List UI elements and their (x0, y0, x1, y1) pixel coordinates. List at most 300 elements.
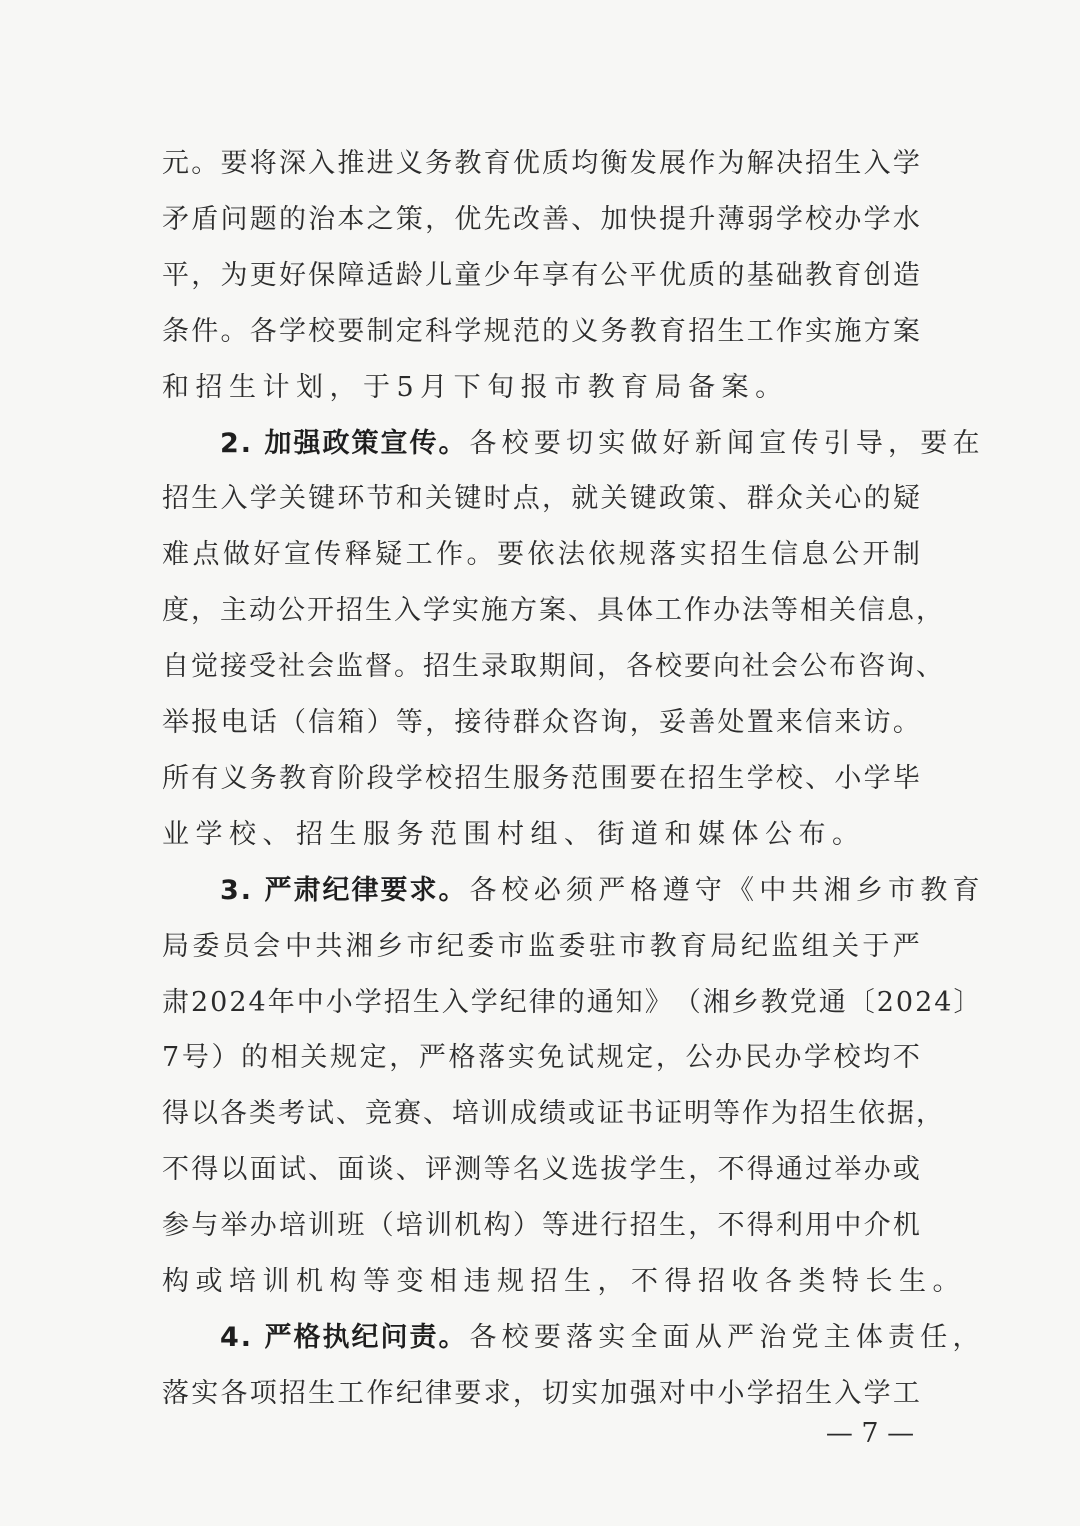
text-char: 学 (629, 1154, 659, 1186)
text-char: 障 (337, 259, 367, 291)
text-char: 与 (191, 1210, 221, 1242)
text-char: 询 (887, 651, 916, 683)
text-char: 质 (542, 148, 572, 179)
section-text: 各校要落实全面从严治党主体责任， (469, 1321, 985, 1353)
text-char: ， (916, 1098, 945, 1130)
text-char: ， (916, 595, 945, 627)
text-char: 咨 (858, 651, 887, 683)
text-char: 进 (571, 1210, 601, 1242)
text-char: 。 (220, 315, 250, 347)
text-char: 会 (253, 930, 283, 962)
text-char: 小 (325, 986, 355, 1018)
text-char: 作 (775, 315, 805, 347)
text-char: 时 (483, 483, 513, 515)
text-char: 好 (278, 259, 308, 291)
text-char: 学 (395, 762, 425, 794)
text-char: 局 (162, 930, 191, 962)
text-char: 所 (162, 762, 191, 794)
text-char: 相 (800, 595, 829, 627)
text-char: 生 (658, 1154, 688, 1186)
text-char: 将 (249, 148, 279, 179)
text-char: 定 (359, 1042, 389, 1074)
text-char: 进 (366, 148, 396, 179)
text-char: 施 (834, 315, 864, 347)
text-char: 息 (887, 595, 916, 627)
text-line (162, 1374, 922, 1414)
text-char: 培 (278, 1210, 308, 1242)
text-char: 竞 (365, 1098, 394, 1130)
text-char: 介 (863, 1210, 893, 1242)
text-char: 作 (688, 148, 718, 179)
text-char: ， (542, 483, 572, 515)
text-char: 宣 (283, 539, 313, 571)
text-char: 〔 (847, 986, 877, 1018)
text-char: 举 (834, 1154, 864, 1186)
text-char: 生 (717, 315, 747, 347)
text-char: 办 (715, 1042, 745, 1074)
text-char: 局 (710, 930, 740, 962)
text-char: 节 (366, 483, 396, 515)
text-char: 释 (344, 539, 374, 571)
text-char: 策 (395, 203, 425, 235)
text-char: 均 (571, 148, 601, 179)
text-char: 的 (278, 203, 308, 235)
text-char: 键 (454, 483, 484, 515)
text-char: 面 (337, 1154, 367, 1186)
text-char: 录 (481, 651, 510, 683)
text-char: 制 (892, 539, 922, 571)
text-char: 保 (308, 259, 338, 291)
text-char: 定 (626, 1042, 656, 1074)
text-char: ， (425, 203, 455, 235)
text-line (162, 1150, 922, 1190)
text-char: 开 (307, 595, 336, 627)
text-char: 创 (863, 259, 893, 291)
text-char: 学 (803, 1042, 833, 1074)
text-char: 对 (658, 1377, 688, 1409)
text-char: 工 (746, 315, 776, 347)
text-char: 学 (278, 315, 308, 347)
text-char: 点 (512, 483, 542, 515)
text-char: 党 (789, 986, 819, 1018)
text-char: 共 (315, 930, 345, 962)
text-char: 会 (307, 651, 336, 683)
text-char: 学 (746, 1377, 776, 1409)
text-char: 社 (742, 651, 771, 683)
text-char: 校 (655, 651, 684, 683)
text-char: 体 (626, 595, 655, 627)
text-char: 监 (336, 651, 365, 683)
text-char: 切 (542, 1377, 572, 1409)
text-char: 案 (892, 315, 922, 347)
text-char: 群 (746, 483, 776, 515)
text-char: 动 (249, 595, 278, 627)
text-char: 。 (892, 707, 922, 738)
text-char: 委 (192, 930, 222, 962)
text-char: 有 (191, 762, 221, 794)
text-char: （ (673, 986, 703, 1018)
text-char: 的 (542, 315, 572, 347)
text-char: 通 (586, 986, 616, 1018)
text-char: 委 (467, 930, 497, 962)
text-char: 法 (557, 539, 587, 571)
text-char: 期 (539, 651, 568, 683)
text-char: 招 (162, 483, 191, 515)
text-char: 众 (542, 707, 572, 738)
text-char: 觉 (191, 651, 220, 683)
text-char: ， (191, 259, 221, 291)
text-char: 强 (629, 1377, 659, 1409)
text-char: 律 (425, 1377, 455, 1409)
text-line (162, 1262, 966, 1302)
text-char: 机 (892, 1210, 922, 1242)
text-char: 、 (336, 1098, 365, 1130)
text-char: 关 (278, 483, 308, 515)
text-char: 薄 (717, 203, 747, 235)
text-char: 要 (337, 315, 367, 347)
text-char: 就 (571, 483, 601, 515)
text-char: ， (688, 1210, 718, 1242)
text-char: 受 (249, 651, 278, 683)
text-char: （ (278, 707, 308, 738)
text-char: ， (597, 651, 626, 683)
text-char: 湘 (702, 986, 732, 1018)
text-char: ） (512, 1210, 542, 1242)
text-char: 要 (220, 148, 250, 179)
text-char: 为 (220, 259, 250, 291)
text-char: 市 (497, 930, 527, 962)
text-char: 主 (220, 595, 249, 627)
text-char: 组 (801, 930, 831, 962)
text-char: 学 (863, 762, 893, 794)
text-char: 向 (713, 651, 742, 683)
text-char: ， (191, 595, 220, 627)
text-char: 咨 (571, 707, 601, 738)
text-char: 箱 (337, 707, 367, 738)
text-char: 制 (366, 315, 396, 347)
text-char: 更 (249, 259, 279, 291)
text-char: 乡 (376, 930, 406, 962)
text-char: 明 (684, 1098, 713, 1130)
text-line-content: 和招生计划，于5月下旬报市教育局备案。 (162, 371, 789, 403)
text-char: 纪 (436, 930, 466, 962)
text-char: 施 (481, 595, 510, 627)
text-char: 提 (658, 203, 688, 235)
text-char: 电 (220, 707, 250, 738)
text-char: 育 (658, 315, 688, 347)
text-char: 生 (452, 651, 481, 683)
text-char: 的 (557, 986, 587, 1018)
text-line (162, 200, 922, 240)
text-line (162, 815, 922, 855)
text-char: 举 (162, 707, 191, 738)
text-char: 方 (510, 595, 539, 627)
text-char: 公 (278, 595, 307, 627)
text-char: 享 (542, 259, 572, 291)
text-char: 湘 (345, 930, 375, 962)
text-char: 和 (395, 483, 425, 515)
text-char: 来 (834, 707, 864, 738)
text-char: 通 (818, 986, 848, 1018)
text-char: 学 (249, 483, 279, 515)
text-char: 处 (717, 707, 747, 738)
text-char: 纪 (740, 930, 770, 962)
text-char: 好 (253, 539, 283, 571)
text-char: 优 (454, 203, 484, 235)
text-char: 教 (760, 986, 790, 1018)
text-char: 得 (162, 1098, 191, 1130)
text-line (162, 647, 945, 687)
text-char: 校 (805, 203, 835, 235)
text-char: 问 (220, 203, 250, 235)
text-char: 免 (537, 1042, 567, 1074)
text-char: 服 (512, 762, 542, 794)
text-char: 为 (717, 148, 747, 179)
text-char: 、 (916, 651, 945, 683)
text-char: 。 (466, 539, 496, 571)
text-char: 均 (863, 1042, 893, 1074)
section-heading: 3. 严肃纪律要求。 (220, 874, 468, 906)
text-char: 生 (308, 1377, 338, 1409)
text-char: 训 (425, 1210, 455, 1242)
text-char: 适 (366, 259, 396, 291)
text-char: 用 (805, 1210, 835, 1242)
text-char: 通 (775, 1154, 805, 1186)
text-char: 妥 (658, 707, 688, 738)
text-char: 作 (366, 1377, 396, 1409)
text-char: 加 (600, 1377, 630, 1409)
text-char: 等 (395, 707, 425, 738)
text-char: 关 (805, 483, 835, 515)
text-char: 实 (191, 1377, 221, 1409)
text-line (162, 591, 945, 631)
text-char: 规 (483, 315, 513, 347)
text-char: 询 (600, 707, 630, 738)
text-char: 办 (713, 595, 742, 627)
text-char: 、 (571, 203, 601, 235)
text-char: 科 (425, 315, 455, 347)
text-char: 试 (566, 1042, 596, 1074)
text-char: 招 (423, 651, 452, 683)
text-char: 格 (448, 1042, 478, 1074)
section-text: 各校必须严格遵守《中共湘乡市教育 (469, 874, 985, 906)
text-char: 难 (162, 539, 191, 571)
text-char: 严 (892, 930, 922, 962)
text-char: 训 (481, 1098, 510, 1130)
text-char: 义 (542, 1154, 572, 1186)
text-char: 号 (181, 1042, 211, 1074)
text-char: 求 (483, 1377, 513, 1409)
text-char: 学 (863, 1377, 893, 1409)
text-char: 中 (284, 930, 314, 962)
text-line (162, 368, 922, 408)
text-char: 置 (746, 707, 776, 738)
text-char: 治 (308, 203, 338, 235)
text-char: 待 (483, 707, 513, 738)
text-char: 实 (805, 315, 835, 347)
text-char: ， (629, 707, 659, 738)
text-char: 或 (568, 1098, 597, 1130)
section-heading-line (220, 424, 985, 464)
text-char: 入 (441, 986, 471, 1018)
text-char: 督 (365, 651, 394, 683)
text-char: 优 (512, 148, 542, 179)
text-char: 入 (394, 595, 423, 627)
text-char: 年 (267, 986, 297, 1018)
text-char: 关 (829, 595, 858, 627)
text-char: 委 (558, 930, 588, 962)
text-char: 务 (600, 315, 630, 347)
text-char: 等 (713, 1098, 742, 1130)
text-char: 传 (314, 539, 344, 571)
text-line (162, 535, 922, 575)
text-char: 作 (742, 1098, 771, 1130)
text-char: 范 (571, 762, 601, 794)
text-char: 市 (619, 930, 649, 962)
text-char: 在 (658, 762, 688, 794)
text-char: 务 (425, 148, 455, 179)
text-char: 务 (249, 762, 279, 794)
text-char: 有 (571, 259, 601, 291)
text-char: 平 (162, 259, 191, 291)
text-char: 政 (658, 483, 688, 515)
text-char: 证 (655, 1098, 684, 1130)
text-char: 学 (775, 203, 805, 235)
text-char: 小 (717, 1377, 747, 1409)
text-char: 升 (688, 203, 718, 235)
text-char: 生 (829, 1098, 858, 1130)
text-char: 毕 (892, 762, 922, 794)
text-char: 各 (220, 1377, 250, 1409)
text-char: 盾 (191, 203, 221, 235)
text-char: 评 (425, 1154, 455, 1186)
text-char: 学 (423, 595, 452, 627)
text-char: ， (512, 1377, 542, 1409)
text-char: 条 (162, 315, 191, 347)
text-char: 。 (191, 148, 221, 179)
text-char: 键 (308, 483, 338, 515)
text-char: 项 (249, 1377, 279, 1409)
text-char: 策 (688, 483, 718, 515)
text-char: 环 (337, 483, 367, 515)
text-char: 严 (418, 1042, 448, 1074)
text-char: 2024 (876, 986, 954, 1018)
text-char: 机 (454, 1210, 484, 1242)
text-char: 快 (629, 203, 659, 235)
text-line (162, 703, 922, 743)
text-char: 信 (805, 707, 835, 738)
text-char: 群 (512, 707, 542, 738)
text-char: 不 (892, 1042, 922, 1074)
text-char: 件 (191, 315, 221, 347)
text-char: 招 (800, 1098, 829, 1130)
text-char: 义 (571, 315, 601, 347)
text-char: 决 (775, 148, 805, 179)
text-char: 先 (483, 203, 513, 235)
text-char: 疑 (892, 483, 922, 515)
text-char: （ (366, 1210, 396, 1242)
text-char: 实 (679, 539, 709, 571)
text-char: 、 (568, 595, 597, 627)
text-char: 围 (600, 762, 630, 794)
text-char: 规 (618, 539, 648, 571)
page-number: — 7 — (825, 1418, 915, 1449)
text-char: 生 (834, 148, 864, 179)
text-char: 公 (600, 259, 630, 291)
text-char: 基 (746, 259, 776, 291)
text-char: 衡 (600, 148, 630, 179)
text-line (162, 927, 922, 967)
text-char: 于 (862, 930, 892, 962)
text-char: 或 (892, 1154, 922, 1186)
text-char: 小 (834, 762, 864, 794)
text-char: 招 (805, 148, 835, 179)
text-char: 育 (308, 762, 338, 794)
text-char: 优 (658, 259, 688, 291)
text-char: 要 (496, 539, 526, 571)
text-char: 证 (597, 1098, 626, 1130)
text-char: 息 (801, 539, 831, 571)
text-char: 举 (220, 1210, 250, 1242)
text-char: 乡 (731, 986, 761, 1018)
text-char: 培 (452, 1098, 481, 1130)
text-char: ） (211, 1042, 241, 1074)
text-char: 招 (710, 539, 740, 571)
text-char: 招 (454, 762, 484, 794)
text-char: 相 (270, 1042, 300, 1074)
text-char: 学 (354, 986, 384, 1018)
text-char: 育 (483, 148, 513, 179)
text-char: ） (366, 707, 396, 738)
text-char: 校 (425, 762, 455, 794)
text-char: 阶 (337, 762, 367, 794)
text-char: 改 (512, 203, 542, 235)
text-char: 展 (658, 148, 688, 179)
text-char: 自 (162, 651, 191, 683)
text-char: 平 (629, 259, 659, 291)
text-char: 据 (887, 1098, 916, 1130)
text-char: 生 (658, 1210, 688, 1242)
text-char: 入 (863, 148, 893, 179)
text-char: 善 (542, 203, 572, 235)
text-char: 公 (685, 1042, 715, 1074)
text-char: 信 (771, 539, 801, 571)
text-char: 方 (863, 315, 893, 347)
text-char: 、 (805, 762, 835, 794)
text-char: 依 (527, 539, 557, 571)
text-char: 关 (425, 483, 455, 515)
text-char: 矛 (162, 203, 191, 235)
text-char: 水 (892, 203, 922, 235)
text-char: 利 (775, 1210, 805, 1242)
text-char: 龄 (395, 259, 425, 291)
text-char: 要 (629, 762, 659, 794)
text-char: 驻 (588, 930, 618, 962)
text-char: 话 (249, 707, 279, 738)
text-char: 。 (394, 651, 423, 683)
text-char: 育 (680, 930, 710, 962)
text-char: 间 (568, 651, 597, 683)
section-text: 各校要切实做好新闻宣传引导，要在 (469, 427, 985, 459)
text-char: 义 (220, 762, 250, 794)
text-char: 的 (863, 483, 893, 515)
text-char: 育 (834, 259, 864, 291)
text-char: 办 (249, 1210, 279, 1242)
text-char: 取 (510, 651, 539, 683)
text-char: 学 (470, 986, 500, 1018)
text-char: 〕 (953, 986, 983, 1018)
text-char: 生 (717, 762, 747, 794)
